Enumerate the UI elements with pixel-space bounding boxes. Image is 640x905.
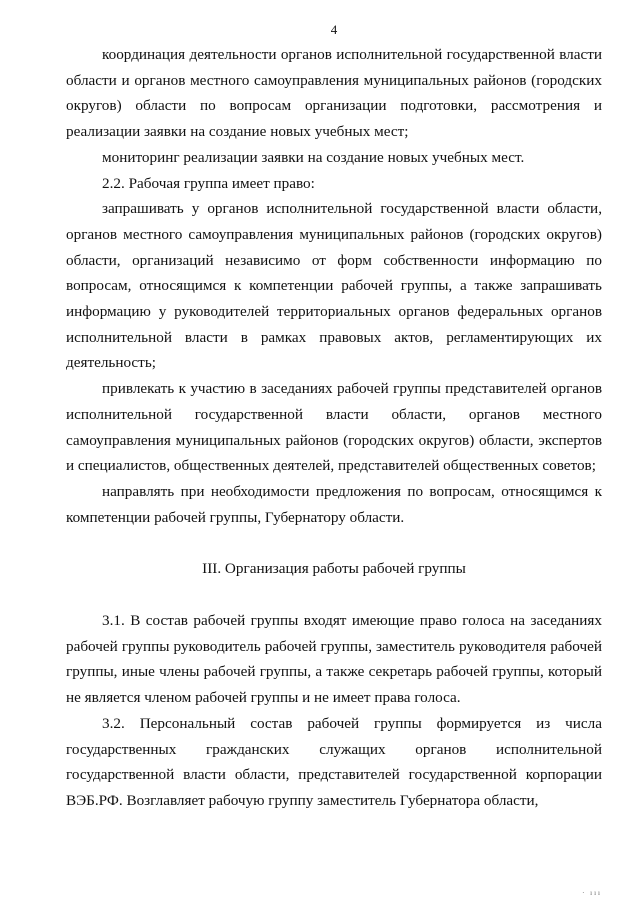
paragraph-request-info: запрашивать у органов исполнительной государственной власти области, органов местного самоуправления муниципальных районов (городских округов) области, организаций независимо от форм собственности информацию по вопросам, относящимся к компетенции рабочей группы, а также запрашивать информацию у руководителей территориальных органов федеральных органов исполнительной власти в рамках правовых актов, регламентирующих их деятельность;: [66, 200, 602, 372]
paragraph-personal-composition: 3.2. Персональный состав рабочей группы формируется из числа государственных гражданских служащих органов исполнительной государственной власти области, представителей государственной корпорации ВЭБ.РФ. Возглавляет рабочую группу заместитель Губернатора области,: [66, 714, 602, 809]
section-heading: III. Организация работы рабочей группы: [202, 560, 466, 578]
paragraph-rights-intro: 2.2. Рабочая группа имеет право:: [102, 174, 315, 192]
paragraph-send-proposals: направлять при необходимости предложения по вопросам, относящимся к компетенции рабочей группы, Губернатору области.: [66, 482, 602, 526]
paragraph-monitoring: мониторинг реализации заявки на создание новых учебных мест.: [102, 148, 525, 166]
paragraph-composition: 3.1. В состав рабочей группы входят имеющие право голоса на заседаниях рабочей группы руководитель рабочей группы, заместитель руководителя рабочей группы, иные члены рабочей группы, а также секретарь рабочей группы, который не является членом рабочей группы и не имеет права голоса.: [66, 612, 602, 707]
scan-mark: · ııı: [582, 889, 602, 897]
page-number: 4: [330, 22, 338, 37]
paragraph-coordination: координация деятельности органов исполнительной государственной власти области и органов местного самоуправления муниципальных районов (городских округов) области по вопросам организации подготовки, рассмотрения и реализации заявки на создание новых учебных мест;: [66, 46, 602, 141]
paragraph-involve-representatives: привлекать к участию в заседаниях рабочей группы представителей органов исполнительной государственной власти области, органов местного самоуправления муниципальных районов (городских округов) области, экспертов и специалистов, общественных деятелей, представителей общественных советов;: [66, 380, 602, 475]
